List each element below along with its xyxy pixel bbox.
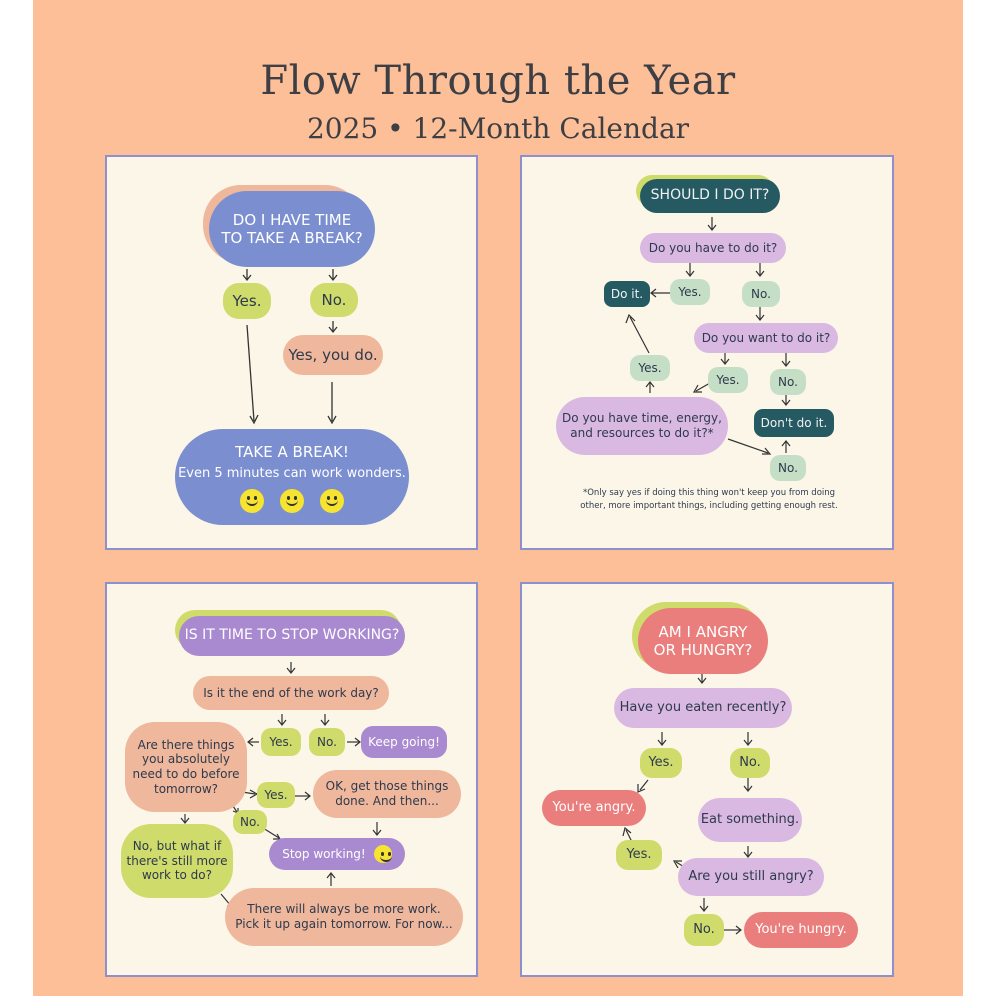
smiley-row — [240, 489, 344, 513]
do-it-no-1: No. — [742, 281, 780, 307]
angry-no-2: No. — [684, 914, 724, 946]
panel-should-i-do-it — [520, 155, 894, 550]
youre-angry-result: You're angry. — [542, 790, 646, 826]
break-no: No. — [310, 283, 358, 317]
smiley-icon — [320, 489, 344, 513]
stop-yes-1: Yes. — [261, 728, 301, 756]
cover-title: Flow Through the Year — [260, 58, 736, 104]
break-result-text: Even 5 minutes can work wonders. — [178, 465, 406, 481]
angry-yes-2: Yes. — [616, 840, 662, 870]
keep-going-result: Keep going! — [361, 726, 447, 758]
eaten-question: Have you eaten recently? — [614, 688, 792, 728]
still-more-question: No, but what if there's still more work to do? — [121, 824, 233, 898]
do-it-result: Do it. — [604, 281, 650, 307]
break-result — [175, 429, 409, 525]
youre-hungry-result: You're hungry. — [744, 912, 858, 948]
end-of-day-question: Is it the end of the work day? — [193, 676, 389, 710]
smiley-icon — [374, 845, 392, 863]
stop-no-2: No. — [233, 810, 267, 834]
smiley-icon — [240, 489, 264, 513]
always-more-work-note: There will always be more work. Pick it up again tomorrow. For now... — [225, 888, 463, 946]
do-it-yes-2: Yes. — [630, 355, 670, 381]
dont-do-it-result: Don't do it. — [754, 409, 834, 437]
do-it-yes-1: Yes. — [670, 279, 710, 305]
do-it-no-3: No. — [770, 455, 806, 481]
break-result-title: TAKE A BREAK! — [235, 443, 349, 461]
stop-yes-2: Yes. — [257, 782, 295, 808]
panel-take-a-break — [105, 155, 478, 550]
break-yes-you-do: Yes, you do. — [283, 335, 383, 375]
want-to-do-it: Do you want to do it? — [694, 323, 838, 353]
stop-no-1: No. — [309, 728, 345, 756]
angry-question: AM I ANGRY OR HUNGRY? — [638, 608, 768, 674]
do-it-footnote: *Only say yes if doing this thing won't keep you from doing other, more important things, including getting enough rest. — [580, 488, 838, 512]
things-to-do-question: Are there things you absolutely need to do before tomorrow? — [125, 722, 247, 812]
break-yes: Yes. — [223, 283, 271, 319]
cover-subtitle: 2025 • 12-Month Calendar — [306, 112, 690, 145]
have-to-do-it: Do you have to do it? — [640, 233, 786, 263]
time-energy-question: Do you have time, energy, and resources to do it?* — [556, 397, 728, 455]
get-done-result: OK, get those things done. And then... — [313, 770, 461, 818]
panel-stop-working — [105, 582, 478, 977]
do-it-yes-3: Yes. — [708, 367, 748, 393]
angry-no-1: No. — [730, 748, 770, 778]
eat-something: Eat something. — [698, 798, 802, 842]
break-question: DO I HAVE TIME TO TAKE A BREAK? — [209, 191, 375, 267]
angry-yes-1: Yes. — [640, 748, 682, 778]
stop-working-question: IS IT TIME TO STOP WORKING? — [179, 616, 405, 656]
do-it-question: SHOULD I DO IT? — [640, 179, 780, 213]
do-it-no-2: No. — [770, 369, 806, 395]
panel-angry-or-hungry — [520, 582, 894, 977]
smiley-icon — [280, 489, 304, 513]
stop-working-result — [269, 838, 405, 870]
still-angry-question: Are you still angry? — [678, 858, 824, 896]
stop-working-label: Stop working! — [282, 846, 366, 861]
